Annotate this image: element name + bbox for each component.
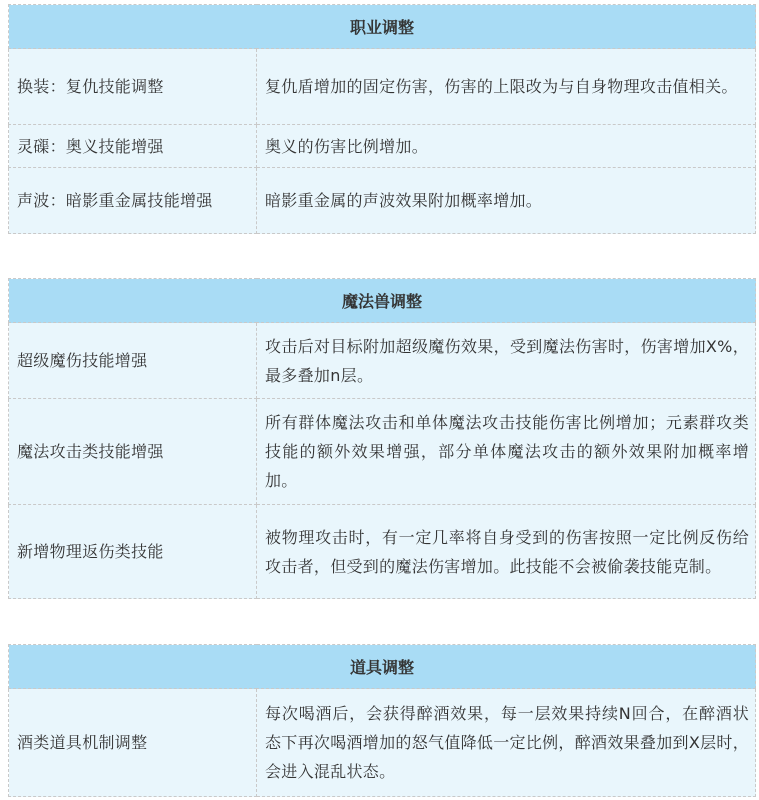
section-magic-beast-adjustment (8, 278, 756, 599)
row-desc: 暗影重金属的声波效果附加概率增加。 (257, 168, 756, 234)
table-row (9, 323, 756, 399)
row-desc: 奥义的伤害比例增加。 (257, 125, 756, 168)
row-name: 灵磲：奥义技能增强 (9, 125, 257, 168)
section-header-row (9, 645, 756, 689)
row-name: 超级魔伤技能增强 (9, 323, 257, 399)
row-name: 声波：暗影重金属技能增强 (9, 168, 257, 234)
row-desc: 每次喝酒后，会获得醉酒效果，每一层效果持续N回合，在醉酒状态下再次喝酒增加的怒气值降低一定比例，醉酒效果叠加到X层时，会进入混乱状态。 (257, 689, 756, 797)
row-desc: 所有群体魔法攻击和单体魔法攻击技能伤害比例增加；元素群攻类技能的额外效果增强，部分单体魔法攻击的额外效果附加概率增加。 (257, 399, 756, 505)
section-title: 魔法兽调整 (9, 279, 756, 323)
table-row (9, 505, 756, 599)
row-name: 魔法攻击类技能增强 (9, 399, 257, 505)
row-desc: 复仇盾增加的固定伤害，伤害的上限改为与自身物理攻击值相关。 (257, 49, 756, 125)
section-header-row (9, 5, 756, 49)
section-header-row (9, 279, 756, 323)
table-row (9, 49, 756, 125)
row-name: 新增物理返伤类技能 (9, 505, 257, 599)
row-desc: 被物理攻击时，有一定几率将自身受到的伤害按照一定比例反伤给攻击者，但受到的魔法伤害增加。此技能不会被偷袭技能克制。 (257, 505, 756, 599)
table-row (9, 125, 756, 168)
table-row (9, 399, 756, 505)
row-name: 酒类道具机制调整 (9, 689, 257, 797)
table-row (9, 168, 756, 234)
section-title: 道具调整 (9, 645, 756, 689)
section-title: 职业调整 (9, 5, 756, 49)
row-name: 换装：复仇技能调整 (9, 49, 257, 125)
section-job-adjustment (8, 4, 756, 234)
table-row (9, 689, 756, 797)
row-desc: 攻击后对目标附加超级魔伤效果，受到魔法伤害时，伤害增加X%，最多叠加n层。 (257, 323, 756, 399)
section-item-adjustment (8, 644, 756, 797)
